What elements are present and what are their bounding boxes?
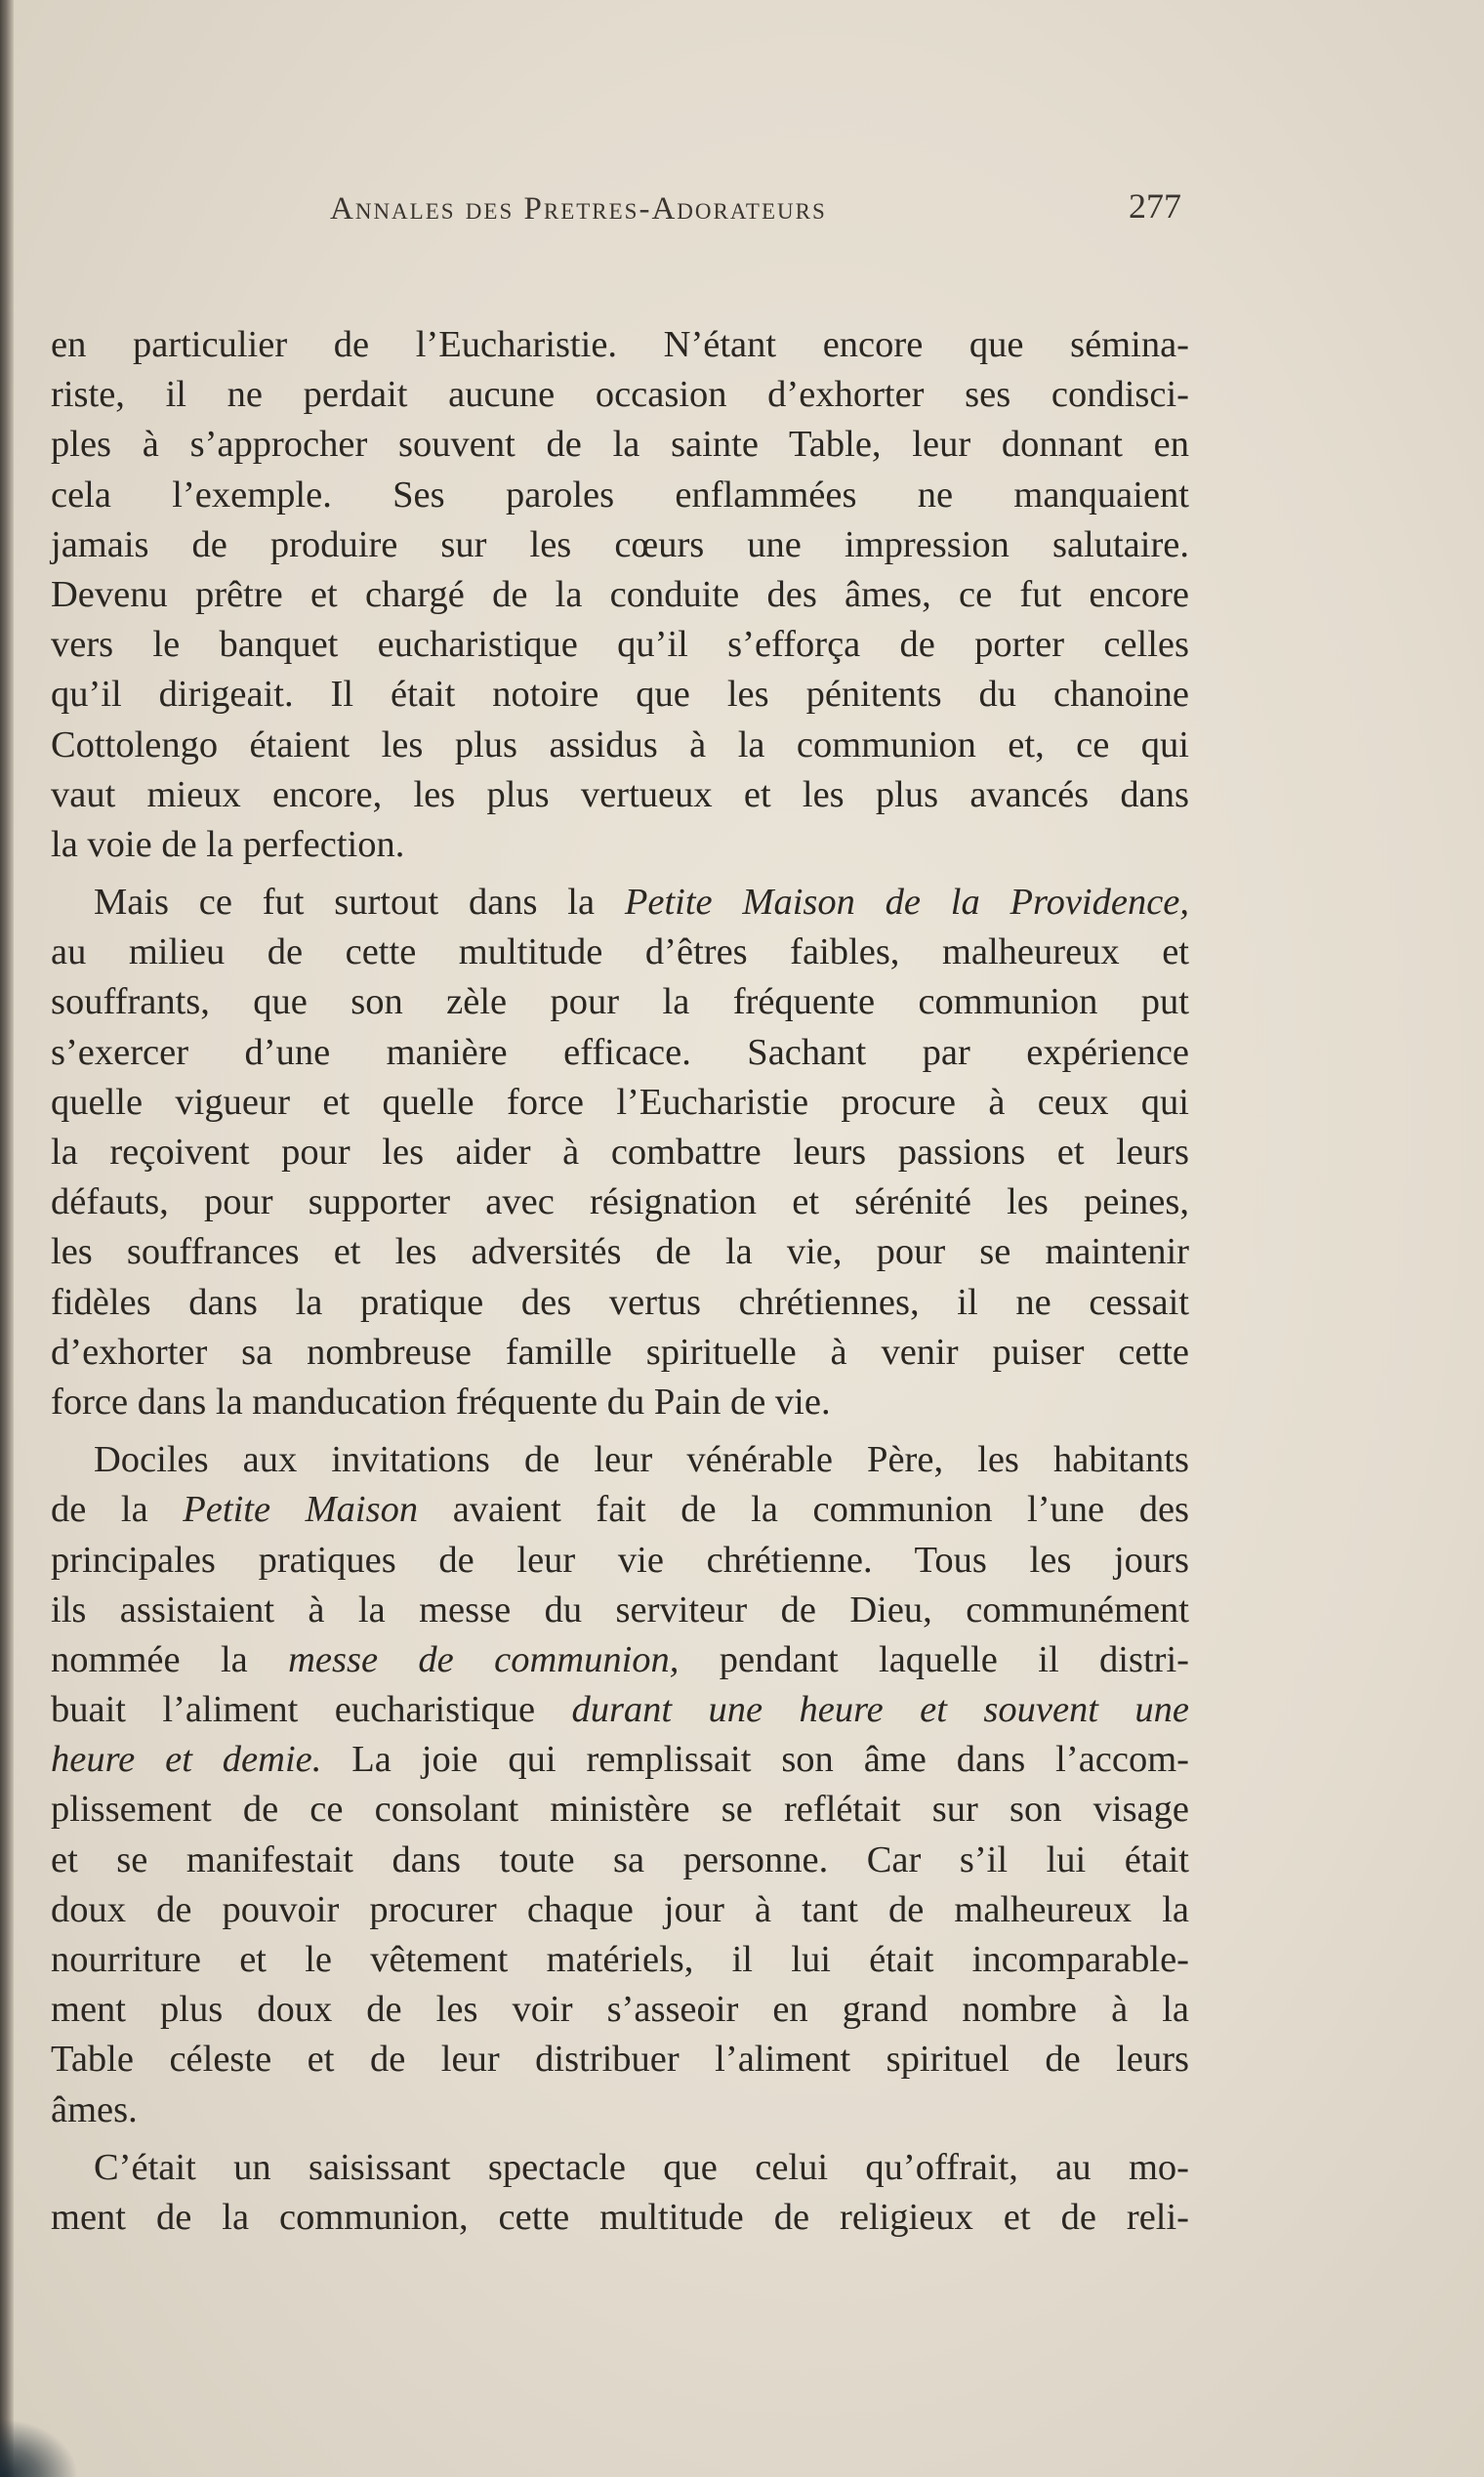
text-line: Devenu prêtre et chargé de la conduite des âmes, ce fut encore <box>51 573 1189 615</box>
text-line: vaut mieux encore, les plus vertueux et les plus avancés dans <box>51 773 1189 815</box>
text-run: pendant laquelle il distri- <box>679 1638 1189 1680</box>
text-line <box>51 1635 1189 1685</box>
text-line: d’exhorter sa nombreuse famille spirituelle à venir puiser cette <box>51 1331 1189 1373</box>
text-line: en particulier de l’Eucharistie. N’étant encore que sémina- <box>51 324 1189 365</box>
running-head: Annales des Pretres-Adorateurs <box>330 191 827 227</box>
italic-phrase: durant une heure et souvent une <box>571 1689 1189 1731</box>
paragraph-3 <box>51 1435 1189 2135</box>
text-line <box>51 878 1189 928</box>
paragraph-4 <box>51 2143 1189 2243</box>
text-line: la voie de la perfection. <box>51 823 405 865</box>
text-line: Dociles aux invitations de leur vénérable Père, les habitants <box>94 1439 1189 1481</box>
text-line: la reçoivent pour les aider à combattre leurs passions et leurs <box>51 1132 1189 1173</box>
italic-title: Petite Maison <box>183 1489 419 1531</box>
text-line: s’exercer d’une manière efficace. Sachant par expérience <box>51 1031 1189 1073</box>
italic-title: Petite Maison de la Providence, <box>624 882 1189 924</box>
text-run: avaient fait de la communion l’une des <box>418 1489 1190 1531</box>
text-line: cela l’exemple. Ses paroles enflammées ne manquaient <box>51 474 1189 516</box>
text-line: vers le banquet eucharistique qu’il s’efforça de porter celles <box>51 624 1189 666</box>
text-line: ment de la communion, cette multitude de religieux et de reli- <box>51 2196 1189 2238</box>
text-line: ils assistaient à la messe du serviteur de Dieu, communément <box>51 1589 1189 1631</box>
text-line: les souffrances et les adversités de la vie, pour se maintenir <box>51 1231 1189 1273</box>
text-line: Cottolengo étaient les plus assidus à la communion et, ce qui <box>51 723 1189 765</box>
text-run: de la <box>51 1489 184 1531</box>
text-line: quelle vigueur et quelle force l’Eucharistie procure à ceux qui <box>51 1081 1189 1123</box>
text-line: C’était un saisissant spectacle que celui qu’offrait, au mo- <box>94 2146 1189 2188</box>
text-line: qu’il dirigeait. Il était notoire que les pénitents du chanoine <box>51 674 1189 716</box>
body-text <box>51 320 1189 2250</box>
text-line: défauts, pour supporter avec résignation et sérénité les peines, <box>51 1181 1189 1223</box>
text-line: au milieu de cette multitude d’êtres faibles, malheureux et <box>51 931 1189 973</box>
text-run: nommée la <box>51 1638 289 1680</box>
italic-phrase: heure et demie. <box>51 1739 322 1781</box>
corner-shadow <box>0 2418 78 2477</box>
text-line: riste, il ne perdait aucune occasion d’exhorter ses condisci- <box>51 374 1189 416</box>
text-run: buait l’aliment eucharistique <box>51 1689 572 1731</box>
text-line: âmes. <box>51 2088 138 2130</box>
paragraph-2 <box>51 878 1189 1427</box>
page-number: 277 <box>1129 186 1181 226</box>
text-line: fidèles dans la pratique des vertus chrétiennes, il ne cessait <box>51 1281 1189 1323</box>
text-line: principales pratiques de leur vie chrétienne. Tous les jours <box>51 1539 1189 1581</box>
text-line: jamais de produire sur les cœurs une impression salutaire. <box>51 523 1189 565</box>
text-line: Table céleste et de leur distribuer l’aliment spirituel de leurs <box>51 2039 1189 2081</box>
text-line: plissement de ce consolant ministère se reflétait sur son visage <box>51 1789 1189 1831</box>
text-line: force dans la manducation fréquente du Pain de vie. <box>51 1381 831 1423</box>
text-run: Mais ce fut surtout dans la <box>94 882 625 924</box>
paragraph-1 <box>51 320 1189 870</box>
text-line: souffrants, que son zèle pour la fréquente communion put <box>51 981 1189 1023</box>
text-line: ment plus doux de les voir s’asseoir en grand nombre à la <box>51 1989 1189 2031</box>
italic-phrase: messe de communion, <box>288 1638 680 1680</box>
text-line: ples à s’approcher souvent de la sainte Table, leur donnant en <box>51 424 1189 466</box>
text-line <box>51 1685 1189 1735</box>
text-line <box>51 1485 1189 1535</box>
text-run: La joie qui remplissait son âme dans l’accom- <box>321 1739 1189 1781</box>
text-line: nourriture et le vêtement matériels, il lui était incomparable- <box>51 1939 1189 1980</box>
text-line <box>51 1735 1189 1785</box>
text-line: et se manifestait dans toute sa personne. Car s’il lui était <box>51 1838 1189 1880</box>
text-line: doux de pouvoir procurer chaque jour à tant de malheureux la <box>51 1888 1189 1930</box>
book-spine-edge <box>0 0 14 2477</box>
